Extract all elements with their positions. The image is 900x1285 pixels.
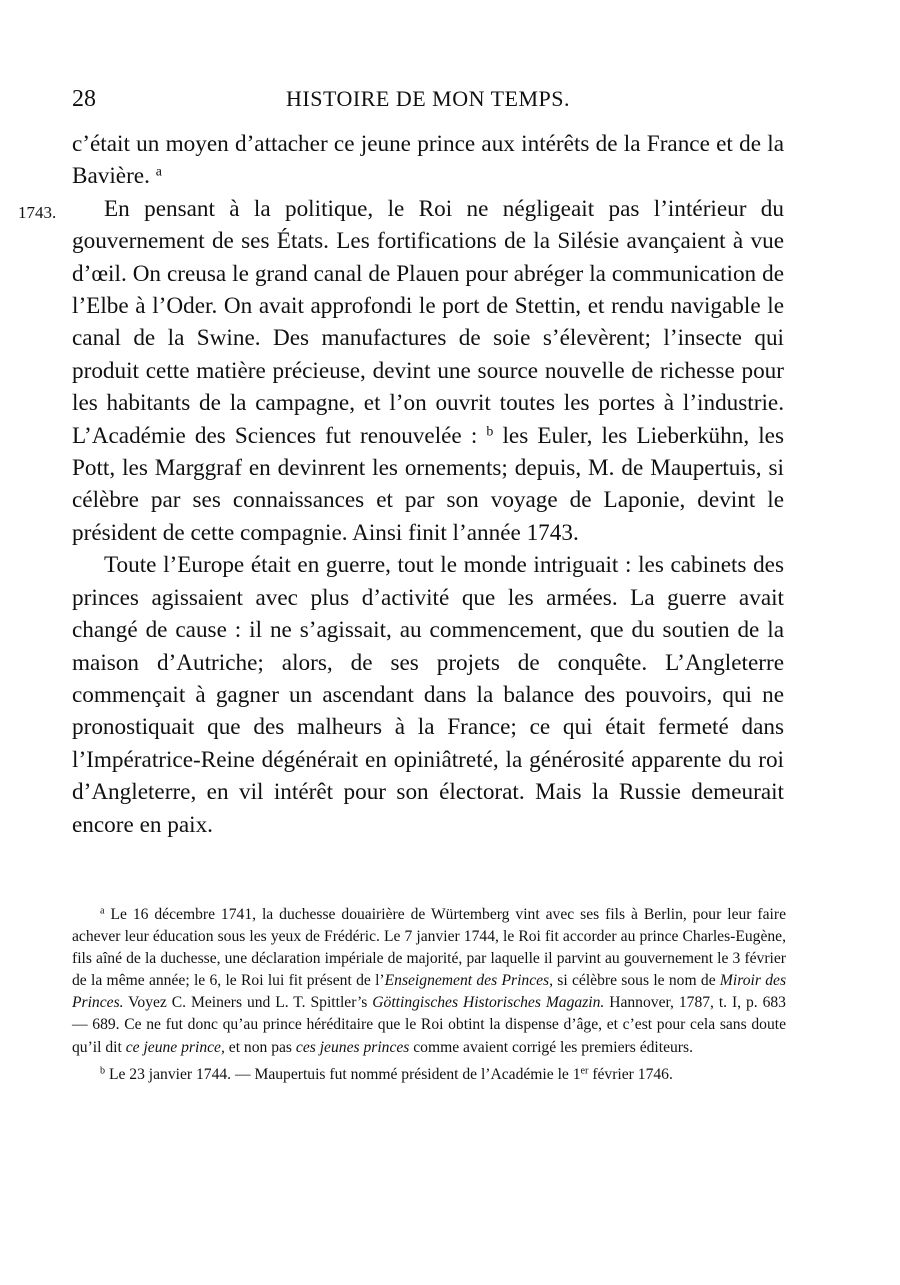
paragraph-3-text: Toute l’Europe était en guerre, tout le monde intriguait : les cabinets des princes agissaient avec plus d’activité que les armées. La guerre avait changé de cause : il ne s’agissait, au commencement, que du soutien de la maison d’Autriche; alors, de ses projets de conquête. L’Angleterre commençait à gagner un ascendant dans la balance des pouvoirs, qui ne pronostiquait que des malheurs à la France; ce qui était fermeté dans l’Impératrice-Reine dégénérait en opiniâtreté, la générosité apparente du roi d’Angleterre, en vil intérêt pour son électorat. Mais la Russie demeurait encore en paix.	[72, 552, 784, 838]
footnote-a-text: si célèbre sous le nom de	[553, 972, 720, 990]
footnote-a-quote-plural: ces jeunes princes	[295, 1038, 410, 1056]
main-text	[72, 128, 784, 841]
footnote-a-text: Voyez C. Meiners und L. T. Spittler’s	[123, 994, 373, 1012]
paragraph-2-text-start: En pensant à la politique, le Roi ne négligeait pas l’intérieur du gouvernement de ses États. Les fortifications de la Silésie avançaient à vue d’œil. On creusa le grand canal de Plauen pour abréger la communication de l’Elbe à l’Oder. On avait approfondi le port de Stettin, et rendu navigable le canal de la Swine. Des manufactures de soie s’élevèrent; l’insecte qui produit cette matière précieuse, devint une source nouvelle de richesse pour les habitants de la campagne, et l’on ouvrit toutes les portes à l’industrie. L’Académie des Sciences fut renouvelée :	[72, 195, 784, 449]
margin-year: 1743.	[18, 203, 57, 222]
paragraph-2	[72, 193, 784, 549]
footnotes	[72, 904, 786, 1086]
footnote-a-title-miroir: Miroir des Princes.	[72, 972, 787, 1012]
page-header	[72, 86, 784, 116]
footnote-b-text: Le 23 janvier 1744. — Maupertuis fut nommé président de l’Académie le 1	[105, 1065, 581, 1083]
page-number: 28	[72, 86, 96, 112]
running-title: HISTOIRE DE MON TEMPS.	[286, 86, 570, 111]
footnote-a-marker: a	[100, 905, 105, 917]
footnote-a-text: et non pas	[224, 1038, 296, 1056]
footnote-b-text: février 1746.	[588, 1065, 673, 1083]
paragraph-1-text: c’était un moyen d’attacher ce jeune prince aux intérêts de la France et de la Bavière.	[72, 131, 784, 190]
footnote-a-text: Le 16 décembre 1741, la duchesse douairière de Würtemberg vint avec ses fils à Berlin, pour leur faire achever leur éducation sous les yeux de Frédéric. Le 7 janvier 1744, le Roi fit accorder au prince Charles-Eugène, fils aîné de la duchesse, une déclaration impériale de majorité, par laquelle il parvint au gouvernement le 3 février de la même année; le 6, le Roi lui fit présent de l’	[72, 906, 786, 990]
paragraph-3	[72, 549, 784, 841]
footnote-ref-b[interactable]: b	[486, 424, 494, 440]
footnote-ref-a[interactable]: a	[155, 164, 162, 180]
footnote-a-text: comme avaient corrigé les premiers éditeurs.	[409, 1038, 693, 1056]
footnote-a-title-enseignement: Enseignement des Princes,	[384, 972, 554, 990]
paragraph-2-text-end: les Euler, les Lieberkühn, les Pott, les Marggraf en devinrent les ornements; depuis, M. de Maupertuis, si célèbre par ses connaissances et par son voyage de Laponie, devint le président de cette compagnie. Ainsi finit l’année 1743.	[72, 422, 784, 546]
footnote-a-title-magazin: Göttingisches Historisches Magazin.	[372, 994, 605, 1012]
paragraph-1	[72, 128, 784, 193]
footnote-a	[72, 904, 786, 1059]
footnote-a-quote-singular: ce jeune prince,	[125, 1038, 225, 1056]
footnote-a-text: Hannover, 1787, t. I, p. 683 — 689. Ce ne fut donc qu’au prince héréditaire que le Roi obtint la dispense d’âge, et c’est pour cela sans doute qu’il dit	[72, 994, 786, 1056]
footnote-b-ordinal: er	[580, 1065, 589, 1077]
footnote-b-marker: b	[100, 1065, 106, 1077]
footnote-b	[72, 1064, 786, 1086]
